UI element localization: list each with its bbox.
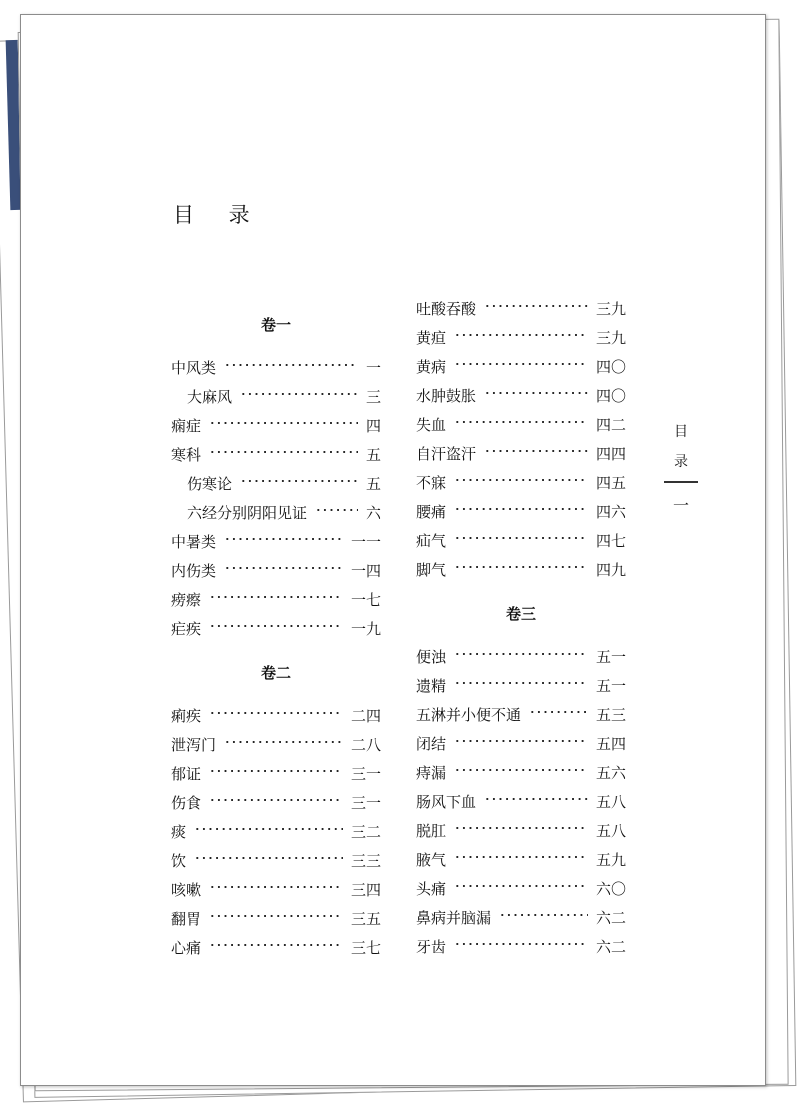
toc-entry-page: 五: [365, 446, 381, 464]
toc-entry-label: 腋气: [416, 851, 447, 869]
toc-entry-page: 四六: [595, 503, 626, 521]
toc-entry-page: 三九: [595, 329, 626, 347]
toc-list-juan3: [416, 643, 626, 962]
toc-entry-page: 四: [365, 417, 381, 435]
toc-entry-label: 伤寒论: [187, 475, 233, 493]
toc-entry-page: 四七: [595, 532, 626, 550]
toc-entry[interactable]: [416, 701, 626, 730]
toc-entry-label: 自汗盗汗: [416, 445, 477, 463]
running-head: [661, 417, 701, 516]
toc-entry-page: 五三: [595, 706, 626, 724]
dot-leader: [224, 735, 343, 749]
toc-entry[interactable]: [171, 934, 381, 963]
toc-entry[interactable]: [171, 470, 381, 499]
toc-entry-label: 头痛: [416, 880, 447, 898]
toc-entry-label: 泄泻门: [171, 736, 217, 754]
toc-entry[interactable]: [416, 411, 626, 440]
toc-entry-page: 五六: [595, 764, 626, 782]
toc-entry-page: 四〇: [595, 387, 626, 405]
dot-leader: [224, 532, 343, 546]
section-heading-juan2: 卷二: [260, 664, 291, 682]
toc-entry-label: 寒科: [171, 446, 202, 464]
toc-entry[interactable]: [171, 905, 381, 934]
toc-list-juan1: [171, 354, 381, 644]
toc-entry-page: 六: [365, 504, 381, 522]
toc-entry-page: 四四: [595, 445, 626, 463]
dot-leader: [240, 474, 358, 488]
dot-leader: [209, 416, 358, 430]
toc-entry[interactable]: [171, 847, 381, 876]
dot-leader: [529, 705, 588, 719]
toc-entry-page: 一一: [350, 533, 381, 551]
toc-entry[interactable]: [171, 586, 381, 615]
section-heading-juan1: 卷一: [260, 316, 291, 334]
toc-entry[interactable]: [416, 730, 626, 759]
toc-entry-label: 痔漏: [416, 764, 447, 782]
toc-entry-label: 心痛: [171, 939, 202, 957]
toc-entry-page: 三一: [350, 794, 381, 812]
toc-entry-label: 大麻风: [187, 388, 233, 406]
dot-leader: [454, 328, 588, 342]
toc-entry-label: 中风类: [171, 359, 217, 377]
toc-entry[interactable]: [416, 759, 626, 788]
dot-leader: [209, 938, 343, 952]
toc-entry[interactable]: [416, 904, 626, 933]
dot-leader: [454, 821, 588, 835]
toc-list-juan2: [171, 702, 381, 963]
toc-entry-label: 痨瘵: [171, 591, 202, 609]
running-head-rule: [664, 481, 698, 483]
toc-entry[interactable]: [416, 933, 626, 962]
toc-entry-label: 痫症: [171, 417, 202, 435]
dot-leader: [484, 386, 588, 400]
toc-entry-label: 鼻病并脑漏: [416, 909, 492, 927]
toc-entry-page: 四二: [595, 416, 626, 434]
dot-leader: [209, 445, 358, 459]
dot-leader: [454, 415, 588, 429]
toc-entry-page: 五八: [595, 793, 626, 811]
toc-entry[interactable]: [171, 499, 381, 528]
toc-entry[interactable]: [171, 383, 381, 412]
toc-entry[interactable]: [171, 789, 381, 818]
dot-leader: [209, 764, 343, 778]
toc-entry-label: 黄病: [416, 358, 447, 376]
toc-entry[interactable]: [171, 760, 381, 789]
dot-leader: [454, 676, 588, 690]
toc-entry-page: 四〇: [595, 358, 626, 376]
toc-entry-label: 翻胃: [171, 910, 202, 928]
page-number: 一: [672, 496, 689, 515]
toc-entry[interactable]: [416, 672, 626, 701]
toc-entry-label: 六经分别阴阳见证: [187, 504, 308, 522]
toc-left-column: [171, 311, 381, 963]
toc-entry[interactable]: [416, 788, 626, 817]
toc-entry-label: 中暑类: [171, 533, 217, 551]
toc-entry-label: 内伤类: [171, 562, 217, 580]
toc-entry[interactable]: [171, 441, 381, 470]
toc-entry-page: 三五: [350, 910, 381, 928]
toc-list-juan2-cont: [416, 295, 626, 585]
dot-leader: [454, 937, 588, 951]
dot-leader: [194, 851, 343, 865]
toc-entry-label: 饮: [171, 852, 187, 870]
toc-entry[interactable]: [171, 702, 381, 731]
dot-leader: [484, 792, 588, 806]
toc-entry[interactable]: [171, 731, 381, 760]
toc-entry-page: 五四: [595, 735, 626, 753]
toc-entry-label: 脱肛: [416, 822, 447, 840]
toc-entry[interactable]: [416, 324, 626, 353]
toc-entry-page: 五九: [595, 851, 626, 869]
toc-right-column: [416, 295, 626, 962]
toc-entry-label: 失血: [416, 416, 447, 434]
toc-entry[interactable]: [171, 615, 381, 644]
toc-entry-page: 一: [365, 359, 381, 377]
toc-entry-label: 闭结: [416, 735, 447, 753]
toc-page: [20, 14, 766, 1086]
toc-entry-label: 腰痛: [416, 503, 447, 521]
dot-leader: [209, 706, 343, 720]
toc-entry-label: 肠风下血: [416, 793, 477, 811]
dot-leader: [454, 763, 588, 777]
dot-leader: [454, 560, 588, 574]
running-head-char: 目: [674, 424, 688, 440]
dot-leader: [499, 908, 588, 922]
dot-leader: [209, 880, 343, 894]
toc-entry-page: 三三: [350, 852, 381, 870]
toc-entry-label: 咳嗽: [171, 881, 202, 899]
toc-entry-page: 四九: [595, 561, 626, 579]
toc-entry[interactable]: [416, 469, 626, 498]
toc-entry[interactable]: [416, 875, 626, 904]
toc-entry[interactable]: [416, 846, 626, 875]
toc-entry[interactable]: [171, 412, 381, 441]
dot-leader: [484, 444, 588, 458]
toc-entry-page: 三四: [350, 881, 381, 899]
running-head-char: 录: [674, 454, 688, 470]
dot-leader: [209, 909, 343, 923]
toc-entry-page: 五一: [595, 677, 626, 695]
toc-entry-label: 黄疸: [416, 329, 447, 347]
toc-entry-page: 六〇: [595, 880, 626, 898]
dot-leader: [484, 299, 588, 313]
dot-leader: [224, 561, 343, 575]
toc-entry-label: 便浊: [416, 648, 447, 666]
dot-leader: [194, 822, 343, 836]
dot-leader: [209, 619, 343, 633]
toc-entry-label: 痰: [171, 823, 187, 841]
toc-entry[interactable]: [416, 817, 626, 846]
toc-entry[interactable]: [171, 528, 381, 557]
toc-entry-page: 六二: [595, 909, 626, 927]
toc-entry[interactable]: [416, 440, 626, 469]
toc-entry-page: 五: [365, 475, 381, 493]
toc-entry-label: 不寐: [416, 474, 447, 492]
toc-entry-label: 痢疾: [171, 707, 202, 725]
toc-entry[interactable]: [416, 527, 626, 556]
toc-entry-label: 疟疾: [171, 620, 202, 638]
toc-entry-page: 三二: [350, 823, 381, 841]
toc-entry-page: 六二: [595, 938, 626, 956]
toc-entry-page: 五一: [595, 648, 626, 666]
page-title: 目 录: [173, 203, 264, 227]
toc-entry[interactable]: [171, 876, 381, 905]
toc-entry-page: 一九: [350, 620, 381, 638]
toc-entry-label: 疝气: [416, 532, 447, 550]
toc-entry-label: 伤食: [171, 794, 202, 812]
toc-entry[interactable]: [416, 498, 626, 527]
toc-entry-label: 牙齿: [416, 938, 447, 956]
dot-leader: [315, 503, 358, 517]
dot-leader: [209, 793, 343, 807]
toc-entry[interactable]: [171, 557, 381, 586]
toc-entry-label: 遗精: [416, 677, 447, 695]
toc-entry[interactable]: [416, 353, 626, 382]
toc-entry-page: 三: [365, 388, 381, 406]
dot-leader: [240, 387, 358, 401]
toc-entry-page: 二八: [350, 736, 381, 754]
toc-entry-page: 一四: [350, 562, 381, 580]
toc-entry[interactable]: [416, 295, 626, 324]
toc-entry[interactable]: [171, 818, 381, 847]
dot-leader: [224, 358, 358, 372]
dot-leader: [454, 502, 588, 516]
toc-entry[interactable]: [171, 354, 381, 383]
toc-entry-page: 三一: [350, 765, 381, 783]
dot-leader: [454, 647, 588, 661]
toc-entry-page: 四五: [595, 474, 626, 492]
toc-entry-label: 郁证: [171, 765, 202, 783]
toc-entry-page: 三七: [350, 939, 381, 957]
toc-entry-page: 三九: [595, 300, 626, 318]
toc-entry[interactable]: [416, 556, 626, 585]
toc-entry-label: 水肿鼓胀: [416, 387, 477, 405]
dot-leader: [454, 531, 588, 545]
toc-entry-label: 五淋并小便不通: [416, 706, 522, 724]
dot-leader: [454, 473, 588, 487]
toc-entry-page: 五八: [595, 822, 626, 840]
toc-entry-page: 一七: [350, 591, 381, 609]
dot-leader: [209, 590, 343, 604]
section-heading-juan3: 卷三: [505, 605, 536, 623]
dot-leader: [454, 850, 588, 864]
toc-entry-label: 脚气: [416, 561, 447, 579]
toc-entry[interactable]: [416, 382, 626, 411]
dot-leader: [454, 734, 588, 748]
dot-leader: [454, 357, 588, 371]
toc-entry[interactable]: [416, 643, 626, 672]
dot-leader: [454, 879, 588, 893]
toc-entry-page: 二四: [350, 707, 381, 725]
toc-entry-label: 吐酸吞酸: [416, 300, 477, 318]
